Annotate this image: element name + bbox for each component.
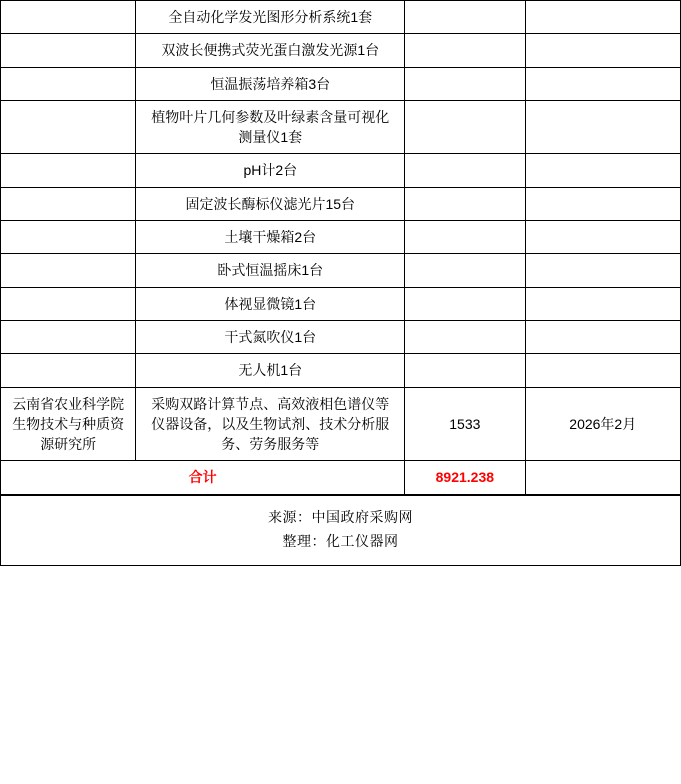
total-label: 合计 bbox=[1, 461, 405, 494]
amount-cell-continued bbox=[405, 187, 525, 220]
time-cell-continued bbox=[525, 187, 680, 220]
table-row bbox=[1, 154, 681, 187]
equipment-item: 体视显微镜1台 bbox=[136, 287, 405, 320]
equipment-item: 双波长便携式荧光蛋白激发光源1台 bbox=[136, 34, 405, 67]
equipment-item: 植物叶片几何参数及叶绿素含量可视化测量仪1套 bbox=[136, 100, 405, 154]
org-cell-continued bbox=[1, 254, 136, 287]
amount-cell-continued bbox=[405, 320, 525, 353]
footer bbox=[0, 495, 681, 567]
footer-editor: 整理：化工仪器网 bbox=[282, 532, 399, 549]
table-row bbox=[1, 287, 681, 320]
budget-amount: 1533 bbox=[405, 387, 525, 461]
equipment-item: 全自动化学发光图形分析系统1套 bbox=[136, 1, 405, 34]
table-row bbox=[1, 354, 681, 387]
amount-cell-continued bbox=[405, 34, 525, 67]
time-cell-continued bbox=[525, 354, 680, 387]
org-name: 云南省农业科学院生物技术与种质资源研究所 bbox=[1, 387, 136, 461]
org-cell-continued bbox=[1, 1, 136, 34]
time-cell-continued bbox=[525, 320, 680, 353]
org-cell-continued bbox=[1, 154, 136, 187]
equipment-item: 固定波长酶标仪滤光片15台 bbox=[136, 187, 405, 220]
time-cell-continued bbox=[525, 154, 680, 187]
time-cell-continued bbox=[525, 34, 680, 67]
amount-cell-continued bbox=[405, 67, 525, 100]
table-row bbox=[1, 67, 681, 100]
table-row bbox=[1, 100, 681, 154]
purchase-content: 采购双路计算节点、高效液相色谱仪等仪器设备，以及生物试剂、技术分析服务、劳务服务等 bbox=[136, 387, 405, 461]
table-row bbox=[1, 320, 681, 353]
table-row bbox=[1, 254, 681, 287]
time-cell-continued bbox=[525, 100, 680, 154]
org-cell-continued bbox=[1, 187, 136, 220]
equipment-item: 干式氮吹仪1台 bbox=[136, 320, 405, 353]
org-cell-continued bbox=[1, 34, 136, 67]
total-value: 8921.238 bbox=[405, 461, 525, 494]
time-cell-continued bbox=[525, 287, 680, 320]
org-cell-continued bbox=[1, 287, 136, 320]
time-cell-continued bbox=[525, 67, 680, 100]
equipment-item: 无人机1台 bbox=[136, 354, 405, 387]
table-row bbox=[1, 387, 681, 461]
org-cell-continued bbox=[1, 320, 136, 353]
table-row bbox=[1, 221, 681, 254]
time-cell-continued bbox=[525, 1, 680, 34]
org-cell-continued bbox=[1, 67, 136, 100]
org-cell-continued bbox=[1, 100, 136, 154]
table-row bbox=[1, 1, 681, 34]
amount-cell-continued bbox=[405, 221, 525, 254]
equipment-item: 恒温振荡培养箱3台 bbox=[136, 67, 405, 100]
equipment-item: pH计2台 bbox=[136, 154, 405, 187]
purchase-time: 2026年2月 bbox=[525, 387, 680, 461]
footer-source: 来源：中国政府采购网 bbox=[268, 508, 413, 525]
amount-cell-continued bbox=[405, 254, 525, 287]
amount-cell-continued bbox=[405, 100, 525, 154]
time-cell-continued bbox=[525, 221, 680, 254]
amount-cell-continued bbox=[405, 287, 525, 320]
amount-cell-continued bbox=[405, 154, 525, 187]
table-body bbox=[1, 1, 681, 495]
amount-cell-continued bbox=[405, 1, 525, 34]
total-row bbox=[1, 461, 681, 494]
org-cell-continued bbox=[1, 354, 136, 387]
equipment-item: 卧式恒温摇床1台 bbox=[136, 254, 405, 287]
table-row bbox=[1, 187, 681, 220]
equipment-item: 土壤干燥箱2台 bbox=[136, 221, 405, 254]
table-row bbox=[1, 34, 681, 67]
time-cell-continued bbox=[525, 254, 680, 287]
org-cell-continued bbox=[1, 221, 136, 254]
amount-cell-continued bbox=[405, 354, 525, 387]
total-empty-cell bbox=[525, 461, 680, 494]
